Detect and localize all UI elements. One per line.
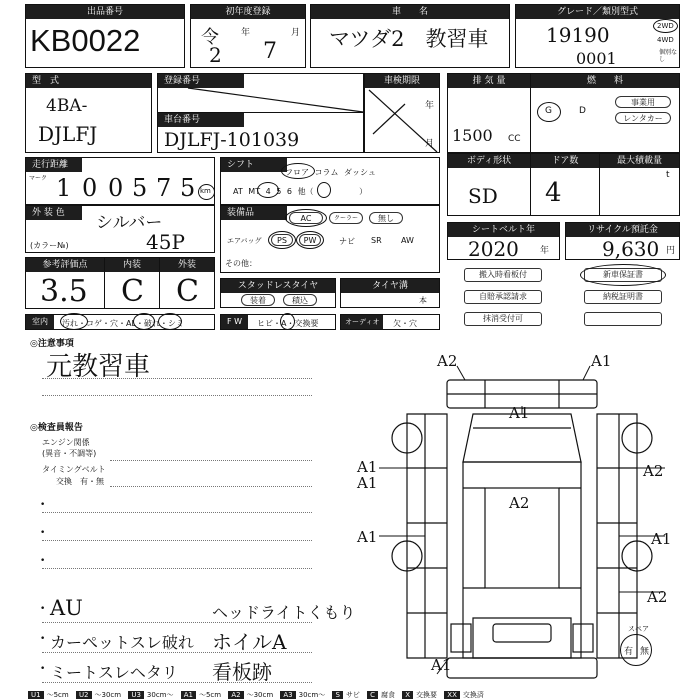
notes-heading: ◎注意事項 — [30, 339, 74, 349]
exterior-grade-header: 外装 — [160, 258, 214, 272]
inspector-note-3b: 看板跡 — [212, 660, 272, 684]
legend-u1-desc: ～5cm — [46, 691, 69, 699]
mileage-d3: 0 — [108, 174, 124, 202]
mark-right-rear: A1 — [651, 530, 672, 548]
legend-a1-desc: ～5cm — [198, 691, 222, 699]
inspector-heading: ◎検査員報告 — [30, 423, 83, 433]
mileage-d4: 5 — [132, 174, 148, 202]
fuel-d: D — [579, 106, 586, 116]
exterior-grade-box — [159, 257, 215, 309]
flag-deregister: 抹消受付可 — [464, 312, 542, 326]
recycle-unit: 円 — [666, 246, 676, 256]
displacement-value: 1500 — [452, 126, 493, 145]
interior-condition-bar — [25, 314, 215, 330]
notes-line-1 — [42, 378, 312, 379]
fw-condition-label: F W — [221, 315, 248, 329]
cc-unit: CC — [508, 134, 521, 144]
mark-right-quarter: A2 — [647, 588, 668, 606]
mark-hood: A1 — [509, 404, 530, 422]
notes-line-2 — [42, 395, 312, 396]
car-name-header: 車 名 — [311, 5, 509, 19]
legend-s: S — [332, 691, 342, 699]
equip-none: 無し — [369, 212, 403, 224]
shift-at: AT — [233, 187, 243, 196]
mileage-d6: 5 — [180, 174, 196, 202]
grade-header: グレード／類別型式 — [516, 5, 679, 19]
inspector-note-2: カーペットスレ破れ — [50, 633, 194, 652]
inspection-header: 車検期限 — [365, 74, 439, 88]
inspector-line-8 — [42, 682, 312, 683]
legend-x: X — [402, 691, 413, 699]
shift-5: 5 — [276, 187, 282, 196]
displacement-box — [447, 73, 531, 153]
mileage-box — [25, 157, 215, 205]
flag-warranty: 新車保証書 — [584, 268, 662, 282]
notes-text: 元教習車 — [46, 352, 151, 382]
fuel-box — [530, 73, 680, 153]
shift-6: 6 — [286, 187, 293, 196]
inspection-strike — [365, 74, 441, 154]
mark-left-rear: A1 — [357, 528, 378, 546]
scale-ju: 十 — [170, 162, 177, 170]
drive-4wd: 4WD — [657, 36, 674, 44]
equip-ac-circle — [285, 209, 327, 227]
body-type-header: ボディ形状 — [448, 154, 530, 168]
legend-u2: U2 — [76, 691, 92, 699]
flag-insurance: 自賠承認請求 — [464, 290, 542, 304]
inspector-line-4 — [42, 540, 312, 541]
inspection-year-unit: 年 — [425, 101, 435, 111]
doors-value: 4 — [545, 178, 562, 208]
interior-grade-value: C — [121, 274, 144, 309]
legend-c-desc: 腐食 — [381, 691, 396, 699]
equip-navi: ナビ — [339, 237, 355, 246]
spare-value: 有 — [624, 647, 634, 657]
interior-torn-circle — [158, 313, 182, 330]
model-header: 型 式 — [26, 74, 151, 88]
equip-ac: AC — [289, 212, 323, 224]
interior-dirty-circle — [60, 313, 88, 330]
audio-condition-bar — [340, 314, 440, 330]
mileage-d5: 7 — [156, 174, 172, 202]
inspector-line-1 — [110, 460, 312, 461]
recycle-fee: 9,630 — [602, 237, 660, 261]
era-value: 令 — [201, 27, 219, 48]
legend-u3: U3 — [128, 691, 144, 699]
month-unit: 月 — [291, 28, 301, 38]
car-name-box — [310, 4, 510, 68]
model-box — [25, 73, 152, 153]
displacement-header: 排 気 量 — [448, 74, 530, 88]
bullet-4: • — [40, 604, 46, 614]
equipment-box — [220, 205, 440, 273]
studless-box — [220, 278, 336, 308]
mileage-mark: マーク — [29, 175, 48, 182]
spare-alt: 無 — [640, 647, 650, 657]
equip-pw-circle — [296, 231, 324, 249]
score-box — [25, 257, 105, 309]
year-value: 2 — [209, 43, 222, 67]
legend-a3-desc: 30cm～ — [298, 691, 326, 699]
mileage-d2: 0 — [82, 174, 98, 202]
inspection-month-unit: 月 — [425, 139, 435, 149]
capacity-header: 最大積載量 — [600, 154, 679, 168]
fw-a-circle — [280, 313, 295, 330]
chassis-header: 車台番号 — [158, 113, 244, 127]
interior-condition-items: 汚れ・コゲ・穴・AL・破れ・シミ — [62, 319, 184, 328]
grade-box — [515, 4, 680, 68]
grade-line1: 19190 — [546, 23, 610, 47]
inspector-note-1b: ヘッドライトくもり — [212, 603, 356, 622]
shift-mt: MT — [248, 187, 261, 196]
studless-header: スタッドレスタイヤ — [221, 279, 335, 293]
legend-s-desc: サビ — [345, 691, 360, 699]
legend-x-desc: 交換要 — [416, 691, 438, 699]
mark-roof: A2 — [509, 494, 530, 512]
color-box — [25, 205, 215, 253]
interior-grade-header: 内装 — [105, 258, 159, 272]
color-name: シルバー — [96, 213, 163, 233]
body-type-value: SD — [468, 184, 498, 208]
recycle-box — [565, 222, 680, 260]
cabin — [463, 462, 581, 658]
bullet-6: • — [40, 664, 46, 674]
fuel-header: 燃 料 — [531, 74, 679, 88]
inspector-note-2b: ホイルA — [212, 630, 287, 654]
shift-box — [220, 157, 440, 205]
chassis-number: DJLFJ-101039 — [164, 129, 300, 151]
mark-right-front: A2 — [643, 462, 664, 480]
color-no-label: (カラー№) — [30, 241, 69, 250]
inspector-line-6 — [42, 622, 312, 623]
shift-4: 4 — [265, 187, 271, 196]
scale-sen: 千 — [122, 162, 129, 170]
color-code: 45P — [146, 230, 185, 254]
shift-6-circle — [317, 182, 331, 198]
shift-row2 — [233, 186, 367, 197]
year-unit: 年 — [241, 28, 251, 38]
doors-box — [530, 153, 600, 216]
legend-u1: U1 — [28, 691, 44, 699]
equip-airbag: エアバッグ — [227, 237, 262, 245]
studless-mounted: 装着 — [241, 294, 275, 306]
score-value: 3.5 — [40, 274, 88, 309]
color-header: 外 装 色 — [26, 206, 82, 220]
belt-label: タイミングベルト — [42, 465, 106, 474]
mark-left-front-2: A1 — [357, 474, 378, 492]
tire-box — [340, 278, 440, 308]
mileage-unit: km — [200, 187, 211, 195]
inspector-note-3: ミートスレヘタリ — [50, 663, 178, 682]
tire-header: タイヤ溝 — [341, 279, 439, 293]
inspector-line-3 — [42, 512, 312, 513]
drive-other: 個別なし — [659, 49, 678, 63]
interior-al-circle — [133, 313, 155, 330]
inspection-box — [364, 73, 440, 153]
doors-header: ドア数 — [531, 154, 599, 168]
flag-tax: 納税証明書 — [584, 290, 662, 304]
legend-a2-desc: ～30cm — [246, 691, 274, 699]
bullet-3: • — [40, 556, 46, 566]
scale-ichi: 一 — [192, 162, 199, 170]
seatbelt-header: シートベルト年 — [448, 223, 559, 237]
bullet-2: • — [40, 528, 46, 538]
model-chassis: DJLFJ — [38, 122, 98, 146]
legend-a2: A2 — [228, 691, 243, 699]
scale-hyaku: 百 — [146, 162, 153, 170]
studless-loaded: 積込 — [283, 294, 317, 306]
shift-floor: フロア — [285, 168, 309, 177]
spare-label: スペア — [628, 625, 649, 633]
car-name-value: マツダ2 教習車 — [329, 27, 489, 51]
shift-floor-circle — [281, 163, 315, 179]
mark-front-bumper-l: A2 — [437, 352, 458, 370]
inspector-line-7 — [42, 652, 312, 653]
fw-condition-bar — [220, 314, 336, 330]
interior-grade-box — [104, 257, 160, 309]
legend-xx: XX — [444, 691, 460, 699]
registration-box — [157, 73, 364, 113]
shift-other: 他（ — [297, 187, 314, 196]
registration-strike — [158, 74, 365, 114]
legend-c: C — [367, 691, 378, 699]
recycle-header: リサイクル預託金 — [566, 223, 679, 237]
equip-ps: PS — [271, 234, 293, 246]
shift-header: シフト — [221, 158, 287, 172]
seatbelt-unit: 年 — [540, 246, 550, 256]
registration-header: 登録番号 — [158, 74, 244, 88]
bullet-1: • — [40, 500, 46, 510]
bullet-5: • — [40, 634, 46, 644]
scale-man: 万 — [98, 162, 105, 170]
first-registration-header: 初年度登録 — [191, 5, 305, 19]
equip-other: その他： — [225, 259, 257, 268]
month-value: 7 — [263, 39, 277, 64]
audio-condition-items: 欠・穴 — [393, 319, 417, 328]
first-registration-box — [190, 4, 306, 68]
auction-number-box — [25, 4, 185, 68]
drive-2wd-circle — [653, 19, 678, 33]
equip-pw: PW — [299, 234, 321, 246]
chassis-box — [157, 112, 364, 153]
equip-cooler: クーラー — [329, 212, 363, 224]
lot-number: KB0022 — [30, 23, 141, 58]
mark-rear-bumper: A1 — [431, 656, 452, 674]
score-header: 参考評価点 — [26, 258, 104, 272]
fuel-g: G — [545, 106, 552, 116]
mileage-header: 走行距離 — [26, 158, 82, 172]
body-type-box — [447, 153, 531, 216]
legend-xx-desc: 交換済 — [462, 691, 484, 699]
fuel-business: 事業用 — [615, 96, 671, 108]
engine-label: エンジン関係 — [42, 438, 90, 447]
inspector-line-2 — [110, 486, 312, 487]
shift-dash: ダッシュ — [344, 168, 376, 177]
shift-mt-circle — [257, 182, 282, 198]
equip-sr: SR — [371, 236, 382, 245]
legend-u2-desc: ～30cm — [94, 691, 122, 699]
interior-condition-label: 室内 — [26, 315, 54, 329]
seatbelt-box — [447, 222, 560, 260]
belt-options: 交換 有・無 — [56, 477, 104, 486]
license-plate — [493, 624, 551, 642]
mark-front-bumper-r: A1 — [591, 352, 612, 370]
audio-condition-label: オーディオ — [341, 315, 383, 329]
inspector-note-1: AU — [50, 596, 83, 620]
fuel-rental: レンタカー — [615, 112, 671, 124]
engine-sub: (異音・不調等) — [42, 449, 97, 458]
flag-empty — [584, 312, 662, 326]
model-code: 4BA- — [46, 96, 88, 116]
capacity-unit: t — [666, 170, 670, 180]
legend-a1: A1 — [181, 691, 196, 699]
auction-number-header: 出品番号 — [26, 5, 184, 19]
equip-ps-circle — [268, 231, 296, 249]
shift-other-close: ） — [359, 187, 368, 196]
rear-bumper — [447, 658, 597, 678]
legend-bar — [28, 691, 678, 700]
fw-condition-items: ヒビ・A・交換要 — [257, 319, 319, 328]
flag-signboard: 搬入時看板付 — [464, 268, 542, 282]
equipment-header: 装備品 — [221, 206, 287, 220]
drive-2wd: 2WD — [657, 22, 674, 30]
equip-aw: AW — [401, 236, 414, 245]
inspector-line-5 — [42, 568, 312, 569]
seatbelt-year: 2020 — [468, 237, 519, 261]
legend-u3-desc: 30cm～ — [146, 691, 174, 699]
legend-a3: A3 — [280, 691, 295, 699]
exterior-grade-value: C — [176, 274, 199, 309]
mark-left-front: A1 — [357, 458, 378, 476]
grade-line2: 0001 — [576, 49, 617, 68]
mileage-d1: 1 — [56, 174, 72, 202]
capacity-box — [599, 153, 680, 216]
warranty-circle — [580, 264, 666, 286]
tire-unit: 本 — [419, 296, 427, 305]
shift-column: コラム — [314, 168, 339, 177]
